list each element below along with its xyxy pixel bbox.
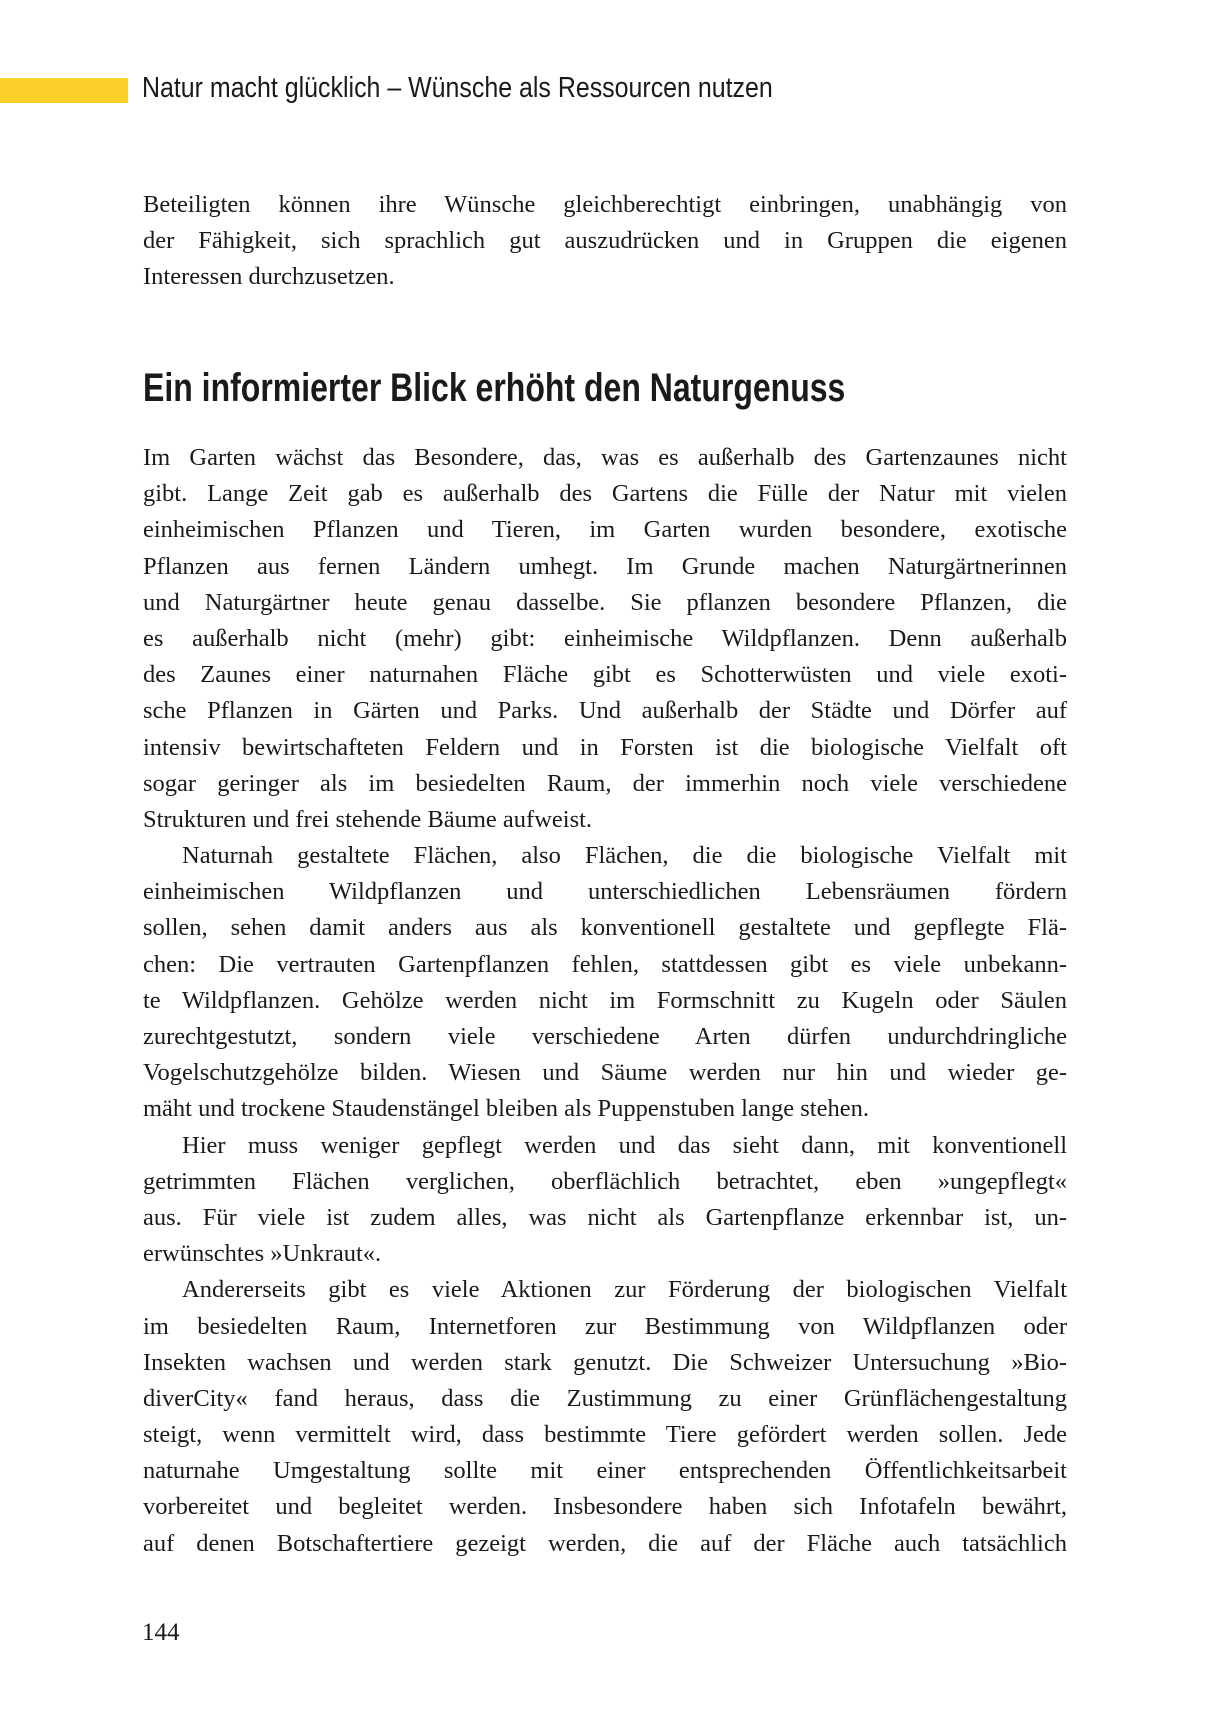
text-line: Insekten wachsen und werden stark genutzt. Die Schweizer Untersuchung »Bio- bbox=[143, 1348, 1067, 1376]
running-head: Natur macht glücklich – Wünsche als Ressourcen nutzen bbox=[142, 72, 773, 104]
intro-paragraph bbox=[143, 187, 1067, 296]
text-line: und Naturgärtner heute genau dasselbe. Sie pflanzen besondere Pflanzen, die bbox=[143, 588, 1067, 616]
text-line: Vogelschutzgehölze bilden. Wiesen und Säume werden nur hin und wieder ge- bbox=[143, 1059, 1067, 1087]
text-line: te Wildpflanzen. Gehölze werden nicht im Formschnitt zu Kugeln oder Säulen bbox=[143, 986, 1067, 1014]
text-line: Im Garten wächst das Besondere, das, was es außerhalb des Gartenzaunes nicht bbox=[143, 444, 1067, 471]
text-line: naturnahe Umgestaltung sollte mit einer entsprechenden Öffentlichkeitsarbeit bbox=[143, 1457, 1067, 1485]
text-line: diverCity« fand heraus, dass die Zustimmung zu einer Grünflächengestaltung bbox=[143, 1384, 1067, 1412]
paragraph bbox=[143, 1272, 1067, 1562]
text-line: sollen, sehen damit anders aus als konventionell gestaltete und gepflegte Flä- bbox=[143, 914, 1067, 942]
text-line: im besiedelten Raum, Internetforen zur Bestimmung von Wildpflanzen oder bbox=[143, 1312, 1067, 1340]
text-line: einheimischen Wildpflanzen und unterschiedlichen Lebensräumen fördern bbox=[143, 878, 1067, 906]
text-line: getrimmten Flächen verglichen, oberflächlich betrachtet, eben »ungepflegt« bbox=[143, 1167, 1067, 1195]
text-line: Naturnah gestaltete Flächen, also Flächen, die die biologische Vielfalt mit bbox=[182, 842, 1067, 870]
text-line: zurechtgestutzt, sondern viele verschiedene Arten dürfen undurchdringliche bbox=[143, 1023, 1067, 1050]
text-line: chen: Die vertrauten Gartenpflanzen fehlen, stattdessen gibt es viele unbekann- bbox=[143, 950, 1067, 978]
text-line: erwünschtes »Unkraut«. bbox=[143, 1240, 382, 1268]
text-line: aus. Für viele ist zudem alles, was nicht als Gartenpflanze erkennbar ist, un- bbox=[143, 1203, 1067, 1231]
text-line: auf denen Botschaftertiere gezeigt werden, die auf der Fläche auch tatsächlich bbox=[143, 1529, 1067, 1557]
text-line: des Zaunes einer naturnahen Fläche gibt es Schotterwüsten und viele exoti- bbox=[143, 661, 1067, 689]
paragraph bbox=[143, 1128, 1067, 1273]
text-line: Pflanzen aus fernen Ländern umhegt. Im Grunde machen Naturgärtnerinnen bbox=[143, 552, 1067, 580]
text-line: der Fähigkeit, sich sprachlich gut auszudrücken und in Gruppen die eigenen bbox=[143, 227, 1067, 255]
paragraph bbox=[143, 440, 1067, 838]
page-number: 144 bbox=[142, 1619, 180, 1646]
text-line: es außerhalb nicht (mehr) gibt: einheimische Wildpflanzen. Denn außerhalb bbox=[143, 624, 1067, 652]
text-line: steigt, wenn vermittelt wird, dass bestimmte Tiere gefördert werden sollen. Jede bbox=[143, 1421, 1067, 1449]
text-line: Hier muss weniger gepflegt werden und das sieht dann, mit konventionell bbox=[182, 1131, 1067, 1159]
text-line: Interessen durchzusetzen. bbox=[143, 263, 395, 291]
text-line: einheimischen Pflanzen und Tieren, im Garten wurden besondere, exotische bbox=[143, 516, 1067, 544]
paragraph bbox=[143, 838, 1067, 1128]
text-line: Strukturen und frei stehende Bäume aufweist. bbox=[143, 805, 593, 833]
chapter-accent-bar bbox=[0, 78, 128, 103]
text-line: gibt. Lange Zeit gab es außerhalb des Gartens die Fülle der Natur mit vielen bbox=[143, 480, 1067, 508]
text-line: Andererseits gibt es viele Aktionen zur Förderung der biologischen Vielfalt bbox=[182, 1276, 1067, 1304]
text-line: sogar geringer als im besiedelten Raum, der immerhin noch viele verschiedene bbox=[143, 769, 1067, 797]
text-line: intensiv bewirtschafteten Feldern und in Forsten ist die biologische Vielfalt oft bbox=[143, 733, 1067, 761]
text-line: Beteiligten können ihre Wünsche gleichberechtigt einbringen, unabhängig von bbox=[143, 191, 1067, 218]
section-heading: Ein informierter Blick erhöht den Naturgenuss bbox=[143, 366, 846, 410]
text-line: vorbereitet und begleitet werden. Insbesondere haben sich Infotafeln bewährt, bbox=[143, 1493, 1067, 1521]
text-line: mäht und trockene Staudenstängel bleiben als Puppenstuben lange stehen. bbox=[143, 1095, 869, 1123]
text-line: sche Pflanzen in Gärten und Parks. Und außerhalb der Städte und Dörfer auf bbox=[143, 697, 1067, 725]
body-text bbox=[143, 440, 1067, 1562]
